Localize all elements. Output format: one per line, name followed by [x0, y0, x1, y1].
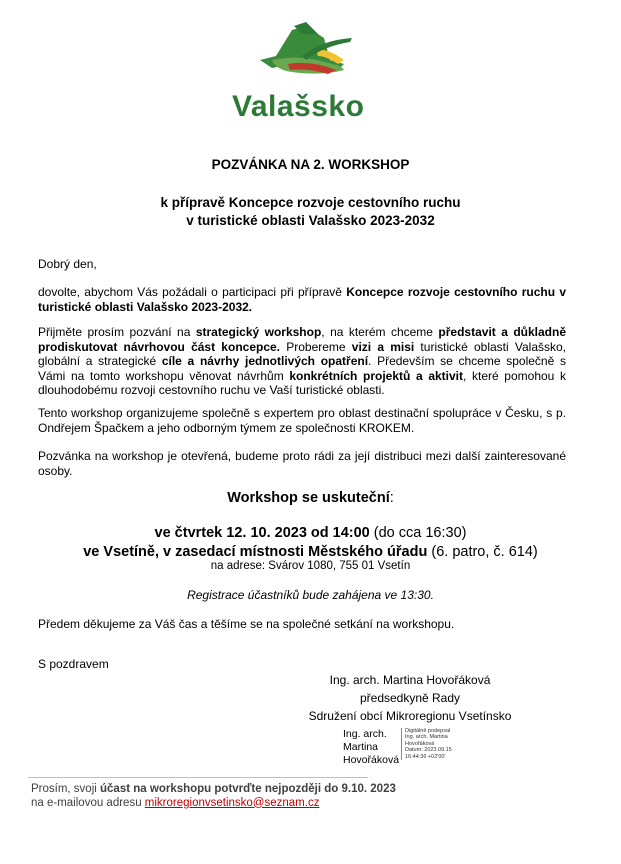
logo-wordmark: Valašsko — [232, 90, 365, 123]
event-date-line — [0, 524, 621, 543]
event-when-where — [0, 524, 621, 562]
esig-meta-1: Digitálně podepsal — [405, 728, 451, 734]
workshop-heading — [0, 490, 621, 506]
closing-greeting: S pozdravem — [38, 657, 109, 671]
esig-name-3: Hovořáková — [343, 754, 400, 766]
subtitle-line-2: v turistické oblasti Valašsko 2023-2032 — [186, 213, 435, 228]
esig-name-2: Martina — [343, 741, 379, 753]
footer-text-c: na e-mailovou adresu — [31, 796, 145, 809]
p2-bold-b: strategický workshop — [195, 325, 322, 339]
p2-text-c: , na kterém chceme — [321, 325, 439, 339]
paragraph-3: Tento workshop organizujeme společně s expertem pro oblast destinační spolupráce v Česku, s p. Ondřejem Špačkem a jeho odborným týmem ze společnosti KROKEM. — [38, 406, 566, 435]
esig-metadata — [401, 728, 452, 760]
signatory-org: Sdružení obcí Mikroregionu Vsetínsko — [308, 709, 512, 723]
event-end-time: (do cca 16:30) — [369, 525, 467, 541]
event-place: ve Vsetíně, v zasedací místnosti Městského úřadu — [83, 544, 428, 560]
paragraph-2 — [38, 325, 566, 398]
esig-meta-5: 16:44:36 +02'00' — [405, 753, 446, 760]
paragraph-4: Pozvánka na workshop je otevřená, budeme proto rádi za její distribuci mezi další zainteresované osoby. — [38, 449, 566, 478]
invitation-subtitle — [0, 194, 621, 230]
workshop-heading-colon: : — [389, 490, 394, 506]
footer-divider — [28, 777, 368, 778]
p2-text-e: Probereme — [280, 339, 352, 354]
p2-bold-h: cíle a návrhy jednotlivých opatření — [161, 354, 369, 369]
footer-line-2 — [31, 797, 396, 811]
event-room: (6. patro, č. 614) — [427, 544, 538, 560]
p2-text-g: turistické oblasti Valašsko, globální a strategické — [38, 339, 567, 369]
p2-bold-f: vizi a misi — [351, 339, 415, 354]
footer-note — [31, 783, 396, 810]
valassko-logo — [232, 20, 372, 145]
greeting-open: Dobrý den, — [38, 257, 97, 271]
paragraph-1 — [38, 285, 566, 314]
p2-bold-j: konkrétních projektů a aktivit — [289, 368, 463, 383]
thanks-line: Předem děkujeme za Váš čas a těšíme se na společné setkání na workshopu. — [38, 617, 455, 631]
footer-deadline: účast na workshopu potvrďte nejpozději do 9.10. 2023 — [100, 783, 396, 795]
signature-block — [300, 671, 520, 725]
esig-name — [343, 728, 399, 767]
p2-text-i: . Především se chceme společně s Vámi na tomto workshopu věnovat návrhům — [38, 354, 566, 383]
p1-text: dovolte, abychom Vás požádali o participaci při přípravě — [38, 285, 347, 299]
footer-line-1 — [31, 783, 396, 797]
esig-meta-3: Hovořáková — [405, 740, 435, 747]
event-address: na adrese: Svárov 1080, 755 01 Vsetín — [210, 560, 411, 572]
workshop-heading-text: Workshop se uskuteční — [227, 490, 390, 506]
signatory-role: předsedkyně Rady — [359, 691, 461, 705]
signatory-name: Ing. arch. Martina Hovořáková — [329, 673, 491, 687]
p2-text-k: , které pomohou k dlouhodobému rozvoji cestovního ruchu ve Vaší turistické oblasti. — [38, 368, 566, 398]
p2-text-a: Přijměte prosím pozvání na — [38, 325, 196, 339]
p2-bold-d: představit a důkladně prodiskutovat návrhovou část koncepce. — [38, 325, 566, 354]
registration-note: Registrace účastníků bude zahájena ve 13:30. — [187, 588, 434, 602]
event-date: ve čtvrtek 12. 10. 2023 od 14:00 — [154, 525, 370, 541]
p1-bold: Koncepce rozvoje cestovního ruchu v turistické oblasti Valašsko 2023-2032. — [38, 285, 566, 314]
esig-meta-2: Ing. arch. Martina — [405, 734, 448, 741]
footer-text-a: Prosím, svoji — [31, 783, 101, 795]
esig-meta-4: Datum: 2023.09.15 — [405, 747, 452, 754]
subtitle-line-1: k přípravě Koncepce rozvoje cestovního ruchu — [160, 195, 461, 210]
electronic-signature — [343, 728, 463, 768]
invitation-title: POZVÁNKA NA 2. WORKSHOP — [211, 157, 410, 172]
hat-icon — [232, 20, 372, 90]
esig-name-1: Ing. arch. — [343, 728, 387, 740]
email-link[interactable]: mikroregionvsetinsko@seznam.cz — [144, 796, 320, 809]
